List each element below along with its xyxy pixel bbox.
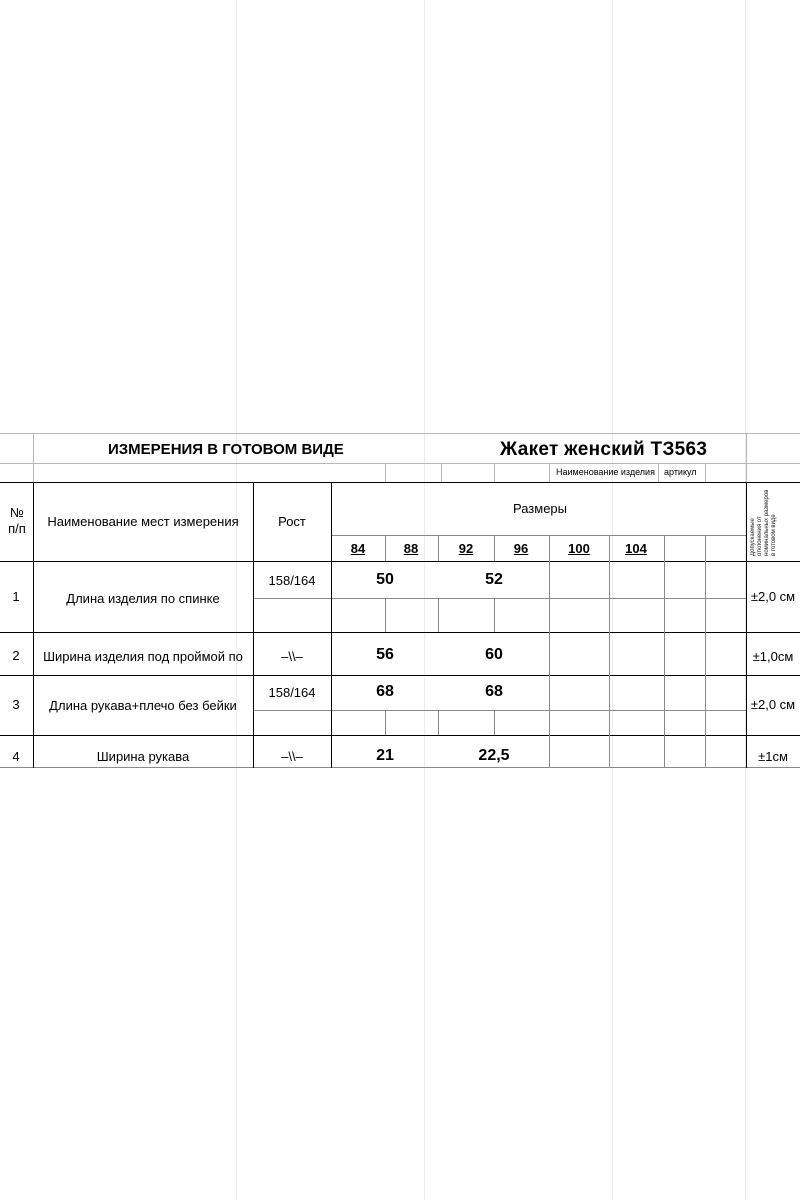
col-header-place: Наименование мест измерения [47, 514, 239, 529]
size-label: 88 [403, 541, 419, 556]
row-value: 68 [485, 683, 503, 700]
row-num: 1 [12, 589, 20, 604]
row-place: Ширина рукава [96, 749, 190, 764]
row-value: 60 [485, 646, 503, 663]
row-tolerance: ±1см [758, 749, 788, 764]
row-height: –\\– [281, 649, 303, 664]
size-label: 100 [568, 541, 590, 556]
sheet-title: ИЗМЕРЕНИЯ В ГОТОВОМ ВИДЕ [108, 441, 344, 458]
size-label: 84 [350, 541, 366, 556]
row-height: 158/164 [268, 685, 316, 700]
row-place: Длина рукава+плечо без бейки [49, 698, 237, 713]
row-value: 50 [376, 571, 394, 588]
article-label: артикул [664, 467, 697, 477]
row-num: 4 [12, 749, 20, 764]
row-place: Длина изделия по спинке [66, 591, 220, 606]
row-value: 21 [376, 747, 394, 764]
row-value: 22,5 [478, 747, 510, 764]
row-num: 2 [12, 648, 20, 663]
row-height: –\\– [281, 749, 303, 764]
row-height: 158/164 [268, 573, 316, 588]
row-tolerance: ±2,0 см [750, 697, 796, 712]
row-value: 68 [376, 683, 394, 700]
col-header-height: Рост [278, 514, 306, 529]
row-tolerance: ±1,0см [752, 649, 794, 664]
row-place: Ширина изделия под проймой по [43, 649, 243, 664]
size-label: 104 [625, 541, 647, 556]
measurement-sheet [0, 432, 800, 768]
col-header-sizes: Размеры [512, 501, 568, 516]
size-label: 92 [458, 541, 474, 556]
col-header-num: № п/п [8, 505, 26, 536]
product-title: Жакет женский ТЗ563 [500, 439, 708, 460]
product-name-label: Наименование изделия [556, 467, 655, 477]
row-tolerance: ±2,0 см [750, 589, 796, 604]
row-value: 56 [376, 646, 394, 663]
row-num: 3 [12, 697, 20, 712]
row-value: 52 [485, 571, 503, 588]
size-label: 96 [513, 541, 529, 556]
col-header-tolerance: Допускаемые отклонения от номинальных размеров в готовом виде [750, 489, 777, 556]
